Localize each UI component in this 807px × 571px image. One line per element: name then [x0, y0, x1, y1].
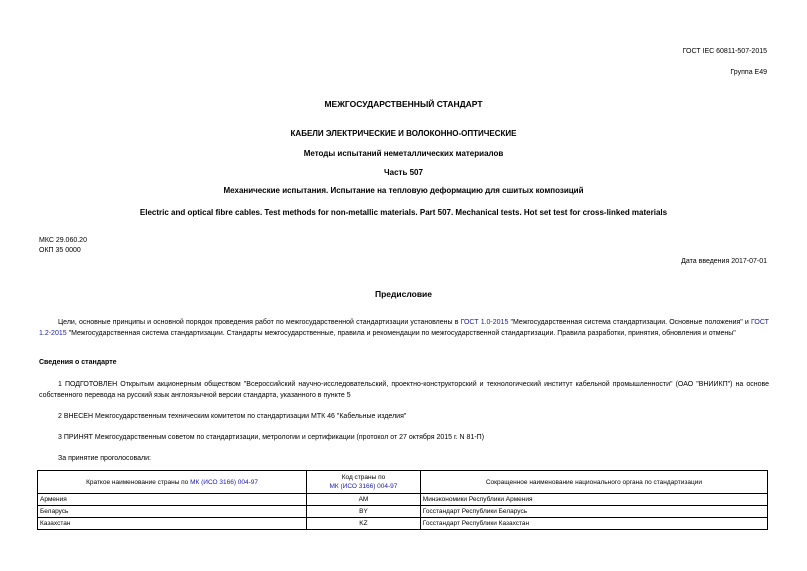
- item-2: 2 ВНЕСЕН Межгосударственным техническим комитетом по стандартизации МТК 46 "Кабельные изделия": [58, 413, 407, 420]
- header-country-text: Краткое наименование страны по: [86, 478, 191, 486]
- header-country-name: [38, 471, 307, 494]
- cell-body: Госстандарт Республики Беларусь: [420, 506, 767, 518]
- cell-body: Минэкономики Республики Армения: [420, 494, 767, 506]
- foreword-text-a: Цели, основные принципы и основной порядок проведения работ по межгосударственной стандартизации установлены в: [58, 319, 461, 326]
- info-heading: Сведения о стандарте: [39, 359, 117, 366]
- cell-body: Госстандарт Республики Казахстан: [420, 518, 767, 530]
- item-1: 1 ПОДГОТОВЛЕН Открытым акционерным обществом "Всероссийский научно-исследовательский, проектно-конструкторский и технологический институт кабельной промышленности" (ОАО "ВНИИКП") на основе собственного перевода на русский язык англоязычной версии стандарта, указанного в пункте 5: [39, 381, 769, 399]
- mks-code: МКС 29.060.20: [39, 237, 87, 244]
- doc-code: ГОСТ IEC 60811-507-2015: [682, 48, 767, 55]
- okp-code: ОКП 35 0000: [39, 247, 81, 254]
- standard-type: МЕЖГОСУДАРСТВЕННЫЙ СТАНДАРТ: [324, 99, 483, 109]
- table-row: [38, 494, 768, 506]
- header-national-body: Сокращенное наименование национального органа по стандартизации: [420, 471, 767, 494]
- cell-country: Казахстан: [38, 518, 307, 530]
- table-row: [38, 506, 768, 518]
- cell-code: KZ: [307, 518, 421, 530]
- foreword-text-c: "Межгосударственная система стандартизации. Стандарты межгосударственные, правила и рекомендации по межгосударственной стандартизации. Правила разработки, принятия, обновления и отмены": [66, 330, 736, 337]
- title-main: КАБЕЛИ ЭЛЕКТРИЧЕСКИЕ И ВОЛОКОННО-ОПТИЧЕСКИЕ: [290, 129, 517, 138]
- group-code: Группа Е49: [730, 69, 767, 76]
- table-row: [38, 518, 768, 530]
- item-3: 3 ПРИНЯТ Межгосударственным советом по стандартизации, метрологии и сертификации (протокол от 27 октября 2015 г. N 81-П): [58, 434, 485, 441]
- cell-code: AM: [307, 494, 421, 506]
- cell-code: BY: [307, 506, 421, 518]
- mk-link-2[interactable]: МК (ИСО 3166) 004-97: [329, 483, 398, 490]
- foreword-text-b: "Межгосударственная система стандартизации. Основные положения" и: [508, 319, 752, 326]
- foreword-heading: Предисловие: [374, 289, 433, 299]
- title-subtitle: Механические испытания. Испытание на тепловую деформацию для сшитых композиций: [223, 186, 584, 195]
- mk-link-1[interactable]: МК (ИСО 3166) 004-97: [190, 478, 259, 486]
- title-methods: Методы испытаний неметаллических материалов: [303, 149, 504, 158]
- cell-country: Беларусь: [38, 506, 307, 518]
- gost-1-2-link[interactable]: ГОСТ 1.2-2015: [39, 319, 769, 337]
- header-code-text: Код страны по: [341, 474, 386, 481]
- foreword-paragraph: [39, 317, 769, 339]
- cell-country: Армения: [38, 494, 307, 506]
- gost-1-0-link[interactable]: ГОСТ 1.0-2015: [460, 319, 509, 326]
- intro-date: Дата введения 2017-07-01: [681, 258, 767, 265]
- header-country-code: [307, 471, 421, 494]
- voting-table: [37, 470, 768, 530]
- table-header-row: [38, 471, 768, 494]
- voted-label: За принятие проголосовали:: [58, 455, 151, 462]
- title-english: Electric and optical fibre cables. Test methods for non-metallic materials. Part 507. Mechanical tests. Hot set test for cross-linked materials: [139, 208, 668, 217]
- title-part: Часть 507: [384, 168, 423, 177]
